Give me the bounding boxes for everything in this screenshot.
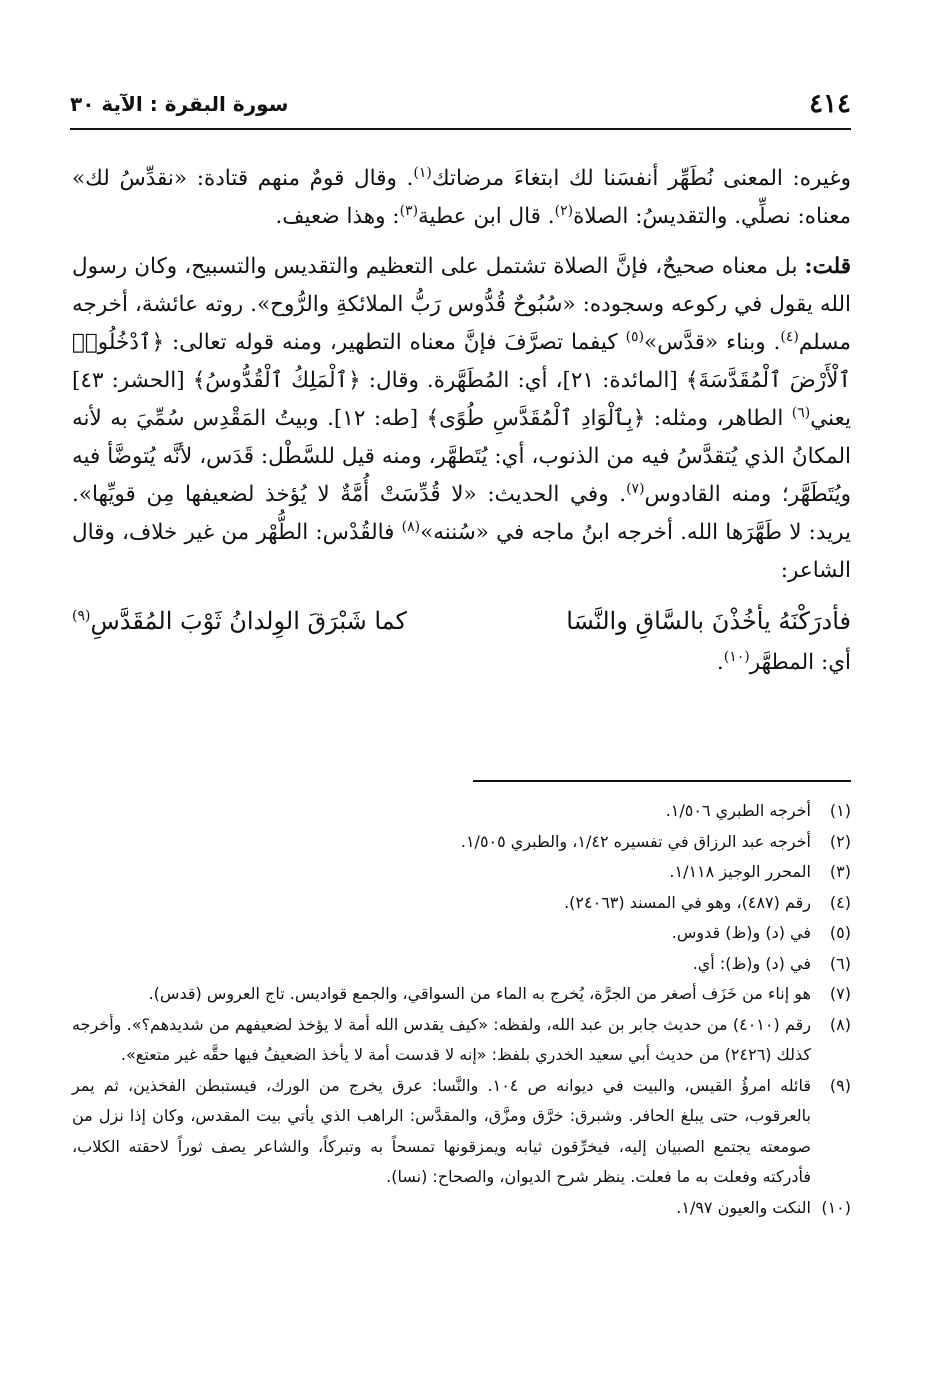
footnote-number: (١): [829, 801, 851, 820]
text-run: كما شَبْرَقَ الوِلدانُ ثَوْبَ المُقَدَّسِ: [90, 607, 407, 635]
footnote: [72, 979, 851, 1010]
text-run: . قال ابن عطية: [418, 204, 555, 229]
text-run: . وقال قومٌ منهم قتادة: «نقدِّسُ لك» معناه: نصلِّي. والتقديسُ: الصلاة: [72, 166, 851, 229]
footnote: [72, 857, 851, 888]
poem-verse: [72, 602, 851, 640]
text-run: بل معناه صحيحٌ، فإنَّ الصلاة تشتمل على التعظيم والتقديس والتسبيح، وكان رسول الله يقول في ركوعه وسجوده: «سُبُوحٌ قُدُّوس رَبُّ الملائكةِ والرُّوح». روته عائشة، أخرجه مسلم: [72, 254, 851, 355]
footnote-ref: (١٠): [723, 648, 750, 665]
footnote-ref: (٧): [626, 480, 645, 497]
footnote: [72, 827, 851, 858]
text-run: وغيره: المعنى نُطَهِّر أنفسَنا لك ابتغاءَ مرضاتك: [431, 166, 851, 191]
footnote: [72, 796, 851, 827]
footnote-number: (٣): [829, 862, 851, 881]
page-header: [70, 86, 851, 130]
footnote-ref: (٨): [401, 518, 421, 535]
text-run: . وبناء «قدَّس»: [644, 330, 781, 355]
footnote: [72, 1010, 851, 1071]
paragraph-2: [72, 248, 851, 590]
footnote-ref: (١): [413, 164, 432, 181]
footnote-number: (٧): [829, 984, 851, 1003]
footnote-number: (٤): [829, 892, 851, 912]
footnote: [72, 1193, 851, 1224]
text-run: فالقُدْس: الطُّهْر من غير خلاف، وقال الشاعر:: [72, 520, 851, 583]
footnote-text: في (د) و(ظ) قدوس.: [671, 923, 811, 942]
text-run: . وفي الحديث: «لا قُدِّسَتْ أُمَّةٌ لا يُؤخذ لضعيفها مِن قويِّها». يريد: لا طَهَّرَها الله. أخرجه ابنُ ماجه في «سُننه»: [72, 482, 852, 545]
footnote-ref: (٣): [399, 202, 419, 219]
main-text: [72, 160, 851, 682]
text-run: : وهذا ضعيف.: [275, 204, 400, 229]
footnote-ref: (٢): [554, 202, 574, 219]
text-run: .: [716, 650, 724, 675]
footnote-ref: (٦): [791, 404, 811, 421]
footnote-ref: (٩): [72, 608, 91, 624]
footnote: [72, 888, 851, 919]
footnote-text: أخرجه الطبري ١/٥٠٦.: [665, 801, 811, 820]
running-title: سورة البقرة : الآية ٣٠: [70, 92, 289, 116]
footnote-text: هو إناء من خَزَف أصغر من الجرَّة، يُخرج به الماء من السواقي، والجمع قواديس. تاج العروس (قدس).: [148, 984, 811, 1003]
footnote-text: رقم (٤٠١٠) من حديث جابر بن عبد الله، ولفظه: «كيف يقدس الله أمة لا يؤخذ لضعيفهم من شديدهم؟». وأخرجه كذلك (٢٤٢٦) من حديث أبي سعيد الخدري بلفظ: «إنه لا قدست أمة لا يأخذ الضعيفُ فيها حقَّه غير متعتع».: [72, 1014, 811, 1064]
footnote-ref: (٤): [780, 328, 799, 345]
text-run: كيفما تصرَّفَ فإنَّ معناه التطهير، ومنه قوله تعالى: ﴿ٱدْخُلُوا۟ ٱلْأَرْضَ ٱلْمُقَدَّسَةَ﴾ [المائدة: ٢١]، أي: المُطَهَّرة. وقال: ﴿ٱلْمَلِكُ ٱلْقُدُّوسُ﴾ [الحشر: ٤٣] يعني: [72, 330, 851, 431]
footnotes: [72, 796, 851, 1223]
verse-second-hemistich: [72, 602, 407, 640]
footnote-number: (٦): [829, 953, 851, 973]
footnote-text: أخرجه عبد الرزاق في تفسيره ١/٤٢، والطبري ١/٥٠٥.: [460, 831, 811, 851]
text-run: أي: المطهَّر: [749, 650, 851, 675]
footnote: [72, 918, 851, 949]
footnote-text: النكت والعيون ١/٩٧.: [676, 1197, 811, 1217]
footnote-number: (٥): [829, 923, 851, 942]
footnote: [72, 1071, 851, 1193]
footnote: [72, 949, 851, 980]
footnote-text: رقم (٤٨٧)، وهو في المسند (٢٤٠٦٣).: [564, 892, 811, 912]
paragraph-lead: قلت:: [804, 254, 851, 279]
paragraph-1: [72, 160, 851, 236]
footnote-separator: [473, 780, 851, 782]
footnote-number: (٨): [829, 1014, 851, 1034]
footnote-text: المحرر الوجيز ١/١١٨.: [669, 862, 811, 881]
footnote-text: قائله امرؤُ القيس، والبيت في ديوانه ص ١٠٤. والنَّسا: عرق يخرج من الورك، فيستبطن الفخذين، ثم يمر بالعرقوب، حتى يبلغ الحافر. وشبرق: خرَّق ومزَّق، والمقدَّس: الراهب الذي يأتي بيت المقدس، وكان إذا نزل من صومعته يجتمع الصبيان إليه، فيخرِّقون ثيابه ويمزقونها تمسحاً به وتبركاً، والشاعر يصف ثوراً لاحقته الكلاب، فأدركته وفعلت به ما فعلت. ينظر شرح الديوان، والصحاح: (نسا).: [72, 1075, 811, 1186]
footnote-ref: (٥): [625, 328, 645, 345]
footnote-number: (٩): [829, 1075, 851, 1095]
footnote-number: (٢): [829, 831, 851, 851]
footnote-number: (١٠): [821, 1197, 851, 1217]
page-number: ٤١٤: [809, 89, 851, 119]
footnote-text: في (د) و(ظ): أي.: [692, 953, 811, 973]
verse-explanation: [72, 644, 851, 682]
text-run: الطاهر، ومثله: ﴿بِٱلْوَادِ ٱلْمُقَدَّسِ طُوًى﴾ [طه: ١٢]. وبيتُ المَقْدِس سُمِّيَ به لأنه المكانُ الذي يُتقدَّسُ فيه من الذنوب، أي: يُتَطهَّر، ومنه قيل للسَّطْل: قَدَس، لأنَّه يُتوضَّأ فيه ويُتَطَهَّر؛ ومنه القادوس: [72, 406, 851, 507]
verse-first-hemistich: فأدرَكْنَهُ يأخُذْنَ بالسَّاقِ والنَّسَا: [566, 607, 851, 635]
